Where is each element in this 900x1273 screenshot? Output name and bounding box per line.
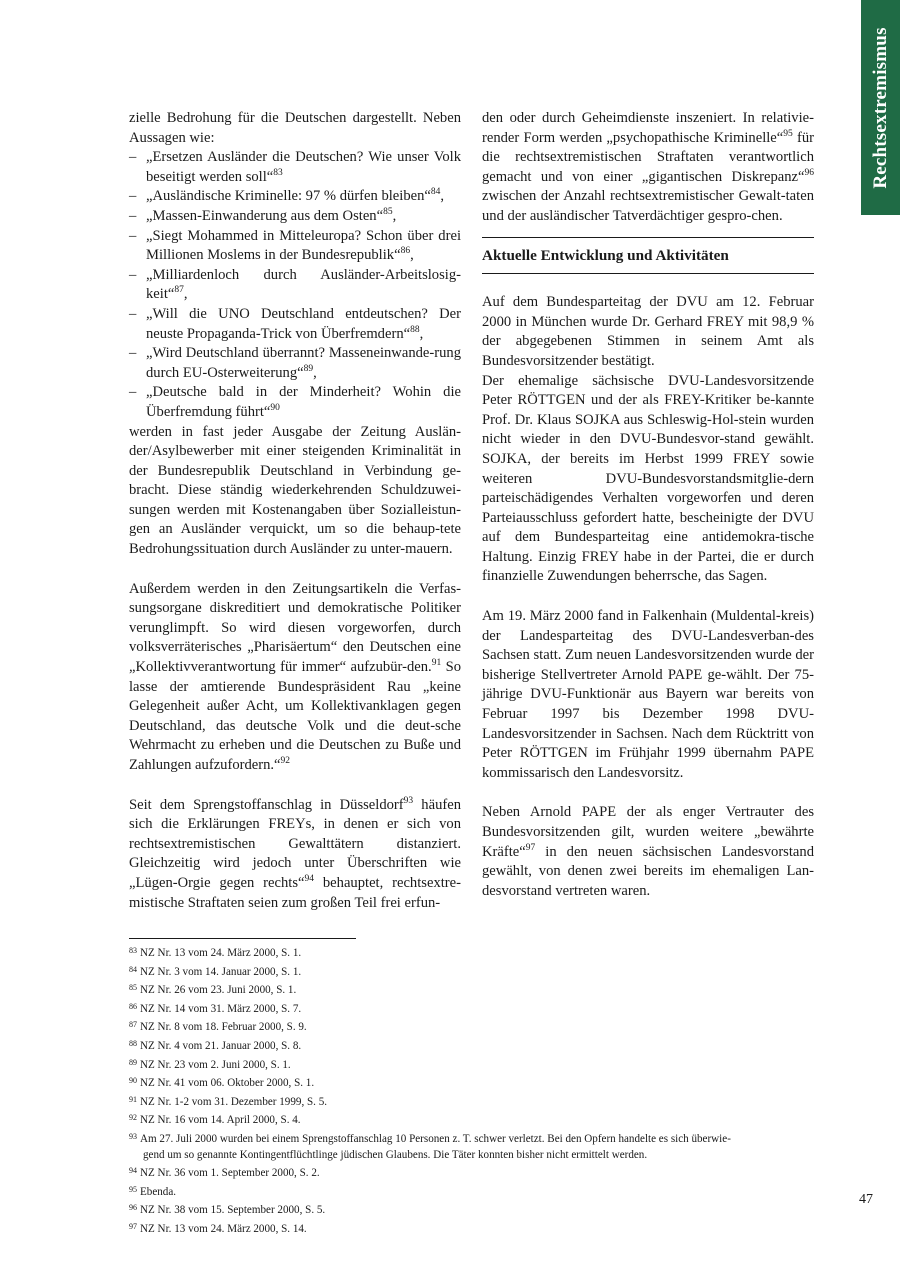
footnote-ref: 84	[430, 187, 441, 198]
section-tab	[861, 0, 900, 215]
footnote-continuation: gend um so genannte Kontingentflüchtlinge jüdischen Glaubens. Die Täter konnten bisher nicht ermittelt werden.	[143, 1148, 648, 1161]
list-item: – „Milliardenloch durch Ausländer-Arbeitslosig-keit“$^{87}$,	[129, 266, 461, 305]
footnote-ref: 85	[383, 207, 393, 218]
footnote-ref: 86	[400, 246, 411, 257]
footnote-ref: 89	[303, 363, 314, 374]
footnote-ref: 96	[804, 167, 814, 178]
body-paragraph: Am 19. März 2000 fand in Falkenhain (Muldental-kreis) der Landesparteitag des DVU-Landesverban-des Sachsen statt. Zum neuen Landesvorsitzenden wurde der bisherige Stellvertreter Arnold PAPE ge-wählt. Der 75-jährige DVU-Funktionär aus Bayern war bereits von Februar 1997 bis Dezember 1998 DVU-Landesvorsitzender in Sachsen. Nach dem Rücktritt von Peter RÖTTGEN im Frühjahr 1999 übernahm PAPE kommissarisch den Landesvorsitz.	[482, 608, 814, 781]
right-column	[482, 109, 814, 901]
footnote-ref: 92	[280, 756, 291, 767]
section-tab-label: Rechtsextremismus	[869, 26, 891, 189]
footnote: $^{88}$ NZ Nr. 4 vom 21. Januar 2000, S. 8.	[129, 1038, 302, 1052]
footnote-ref: 97	[525, 842, 536, 853]
list-item: – „Ersetzen Ausländer die Deutschen? Wie unser Volk beseitigt werden soll“$^{83}$	[129, 148, 461, 187]
footnote-ref: 91	[431, 658, 442, 669]
intro-paragraph: zielle Bedrohung für die Deutschen dargestellt. Neben Aussagen wie:	[129, 110, 461, 146]
page-number: 47	[859, 1192, 873, 1207]
list-item: – „Will die UNO Deutschland entdeutschen? Der neuste Propaganda-Trick von Überfremdern“$^{88}$,	[129, 305, 461, 344]
footnote: $^{97}$ NZ Nr. 13 vom 24. März 2000, S. 14.	[129, 1221, 307, 1235]
footnote: $^{85}$ NZ Nr. 26 vom 23. Juni 2000, S. 1.	[129, 983, 297, 997]
body-paragraph: Der ehemalige sächsische DVU-Landesvorsitzende Peter RÖTTGEN und der als FREY-Kritiker be-kannte Prof. Dr. Klaus SOJKA aus Schleswig-Hol-stein wurden nicht wieder in den DVU-Bundesvor-stand gewählt. SOJKA, der bereits im Herbst 1999 FREY sowie weiteren DVU-Bundesvorstandsmitglie-dern parteischädigendes Verhalten vorgeworfen und deren Parteiausschluss gefordert hatte, bescheinigte der DVU auf dem Bundesparteitag eine antidemokra-tische Haltung. Einzig FREY habe in der Partei, die er durch finanzielle Zuwendungen beherrsche, das Sagen.	[482, 372, 814, 585]
footnote-ref: 87	[174, 285, 184, 296]
section-heading: Aktuelle Entwicklung und Aktivitäten	[482, 246, 729, 264]
footnote: $^{94}$ NZ Nr. 36 vom 1. September 2000, S. 2.	[129, 1166, 320, 1180]
body-paragraph: Auf dem Bundesparteitag der DVU am 12. Februar 2000 in München wurde Dr. Gerhard FREY mit 98,9 % der abgegebenen Stimmen in seinem Amt als Bundesvorsitzender bestätigt.	[482, 294, 814, 369]
footnote: $^{89}$ NZ Nr. 23 vom 2. Juni 2000, S. 1.	[129, 1057, 291, 1071]
list-item: – „Siegt Mohammed in Mitteleuropa? Schon über drei Millionen Moslems in der Bundesrepublik“$^{86}$,	[129, 227, 461, 266]
list-item: – „Massen-Einwanderung aus dem Osten“$^{85}$,	[129, 207, 461, 227]
footnotes	[129, 943, 824, 1238]
footnote-ref: 93	[403, 795, 414, 806]
body-paragraph: Seit dem Sprengstoffanschlag in Düsseldorf$^{93}$ häufen sich die Erklärungen FREYs, in denen er sich von rechtsextremistischen Gewalttätern distanziert. Gleichzeitig wird jedoch unter Überschriften wie „Lügen-Orgie gegen rechts“$^{94}$ behauptet, rechtsextre-mistische Straftaten seien zum großen Teil frei erfun-	[129, 795, 461, 911]
section-divider	[482, 237, 814, 246]
list-item: – „Ausländische Kriminelle: 97 % dürfen bleiben“$^{84}$,	[129, 187, 461, 207]
footnote: $^{95}$ Ebenda.	[129, 1184, 177, 1198]
footnote-ref: 95	[783, 128, 793, 139]
footnote-ref: 94	[304, 874, 314, 885]
heading-underline	[482, 273, 814, 274]
footnote-separator	[129, 938, 356, 939]
footnote: $^{87}$ NZ Nr. 8 vom 18. Februar 2000, S. 9.	[129, 1020, 307, 1034]
body-paragraph: den oder durch Geheimdienste inszeniert. In relativie-render Form werden „psychopathische Kriminelle“$^{95}$ für die rechtsextremistischen Straftaten verantwortlich gemacht und von einer „gigantischen Diskrepanz“$^{96}$ zwischen der Anzahl rechtsextremistischer Gewalt-taten und der ausländischer Tatverdächtiger gespro-chen.	[482, 110, 814, 224]
left-column	[129, 109, 461, 913]
headline-list	[129, 148, 461, 422]
footnote: $^{96}$ NZ Nr. 38 vom 15. September 2000, S. 5.	[129, 1203, 326, 1217]
list-item: – „Deutsche bald in der Minderheit? Wohin die Überfremdung führt“$^{90}$	[129, 383, 461, 422]
footnote-ref: 83	[273, 167, 283, 178]
footnote: $^{91}$ NZ Nr. 1-2 vom 31. Dezember 1999, S. 5.	[129, 1094, 328, 1108]
footnote-ref: 88	[410, 324, 420, 335]
footnote: $^{83}$ NZ Nr. 13 vom 24. März 2000, S. 1.	[129, 946, 302, 959]
body-paragraph: Neben Arnold PAPE der als enger Vertrauter des Bundesvorsitzenden gilt, wurden weitere „bewährte Kräfte“$^{97}$ in den neuen sächsischen Landesvorstand gewählt, von denen zwei bereits im ehemaligen Lan-desvorstand vertreten waren.	[482, 804, 814, 899]
footnote: $^{93}$ Am 27. Juli 2000 wurden bei einem Sprengstoffanschlag 10 Personen z. T. schwer verletzt. Bei den Opfern handelte es sich überwie-	[129, 1131, 731, 1145]
footnote: $^{92}$ NZ Nr. 16 vom 14. April 2000, S. 4.	[129, 1113, 301, 1127]
footnote-ref: 90	[270, 403, 280, 414]
footnote: $^{84}$ NZ Nr. 3 vom 14. Januar 2000, S. 1.	[129, 964, 302, 978]
footnote: $^{86}$ NZ Nr. 14 vom 31. März 2000, S. 7.	[129, 1001, 302, 1015]
body-paragraph: werden in fast jeder Ausgabe der Zeitung Auslän-der/Asylbewerber mit einer steigenden Kriminalität in der Bundesrepublik Deutschland in Verbindung ge-bracht. Diese ständig wiederkehrenden Schuldzuwei-sungen werden mit Kostenangaben über Sozialleistun-gen an Ausländer verquickt, um so die behaup-tete Bedrohungssituation durch Ausländer zu unter-mauern.	[129, 423, 461, 558]
list-item: – „Wird Deutschland überrannt? Masseneinwande-rung durch EU-Osterweiterung“$^{89}$,	[129, 344, 461, 383]
body-paragraph: Außerdem werden in den Zeitungsartikeln die Verfas-sungsorgane diskreditiert und demokratische Politiker verunglimpft. So wird diesen vorgeworfen, durch volksverräterisches „Pharisäertum“ den Deutschen eine „Kollektivverantwortung für immer“ aufzubür-den.$^{91}$ So lasse der amtierende Bundespräsident Rau „keine Gelegenheit außer Acht, um Kollektivanklagen gegen Deutschland, das deutsche Volk und die deut-sche Wehrmacht zu erheben und die Deutschen zu Buße und Zahlungen aufzufordern.“$^{92}$	[129, 580, 462, 773]
footnote: $^{90}$ NZ Nr. 41 vom 06. Oktober 2000, S. 1.	[129, 1076, 315, 1090]
